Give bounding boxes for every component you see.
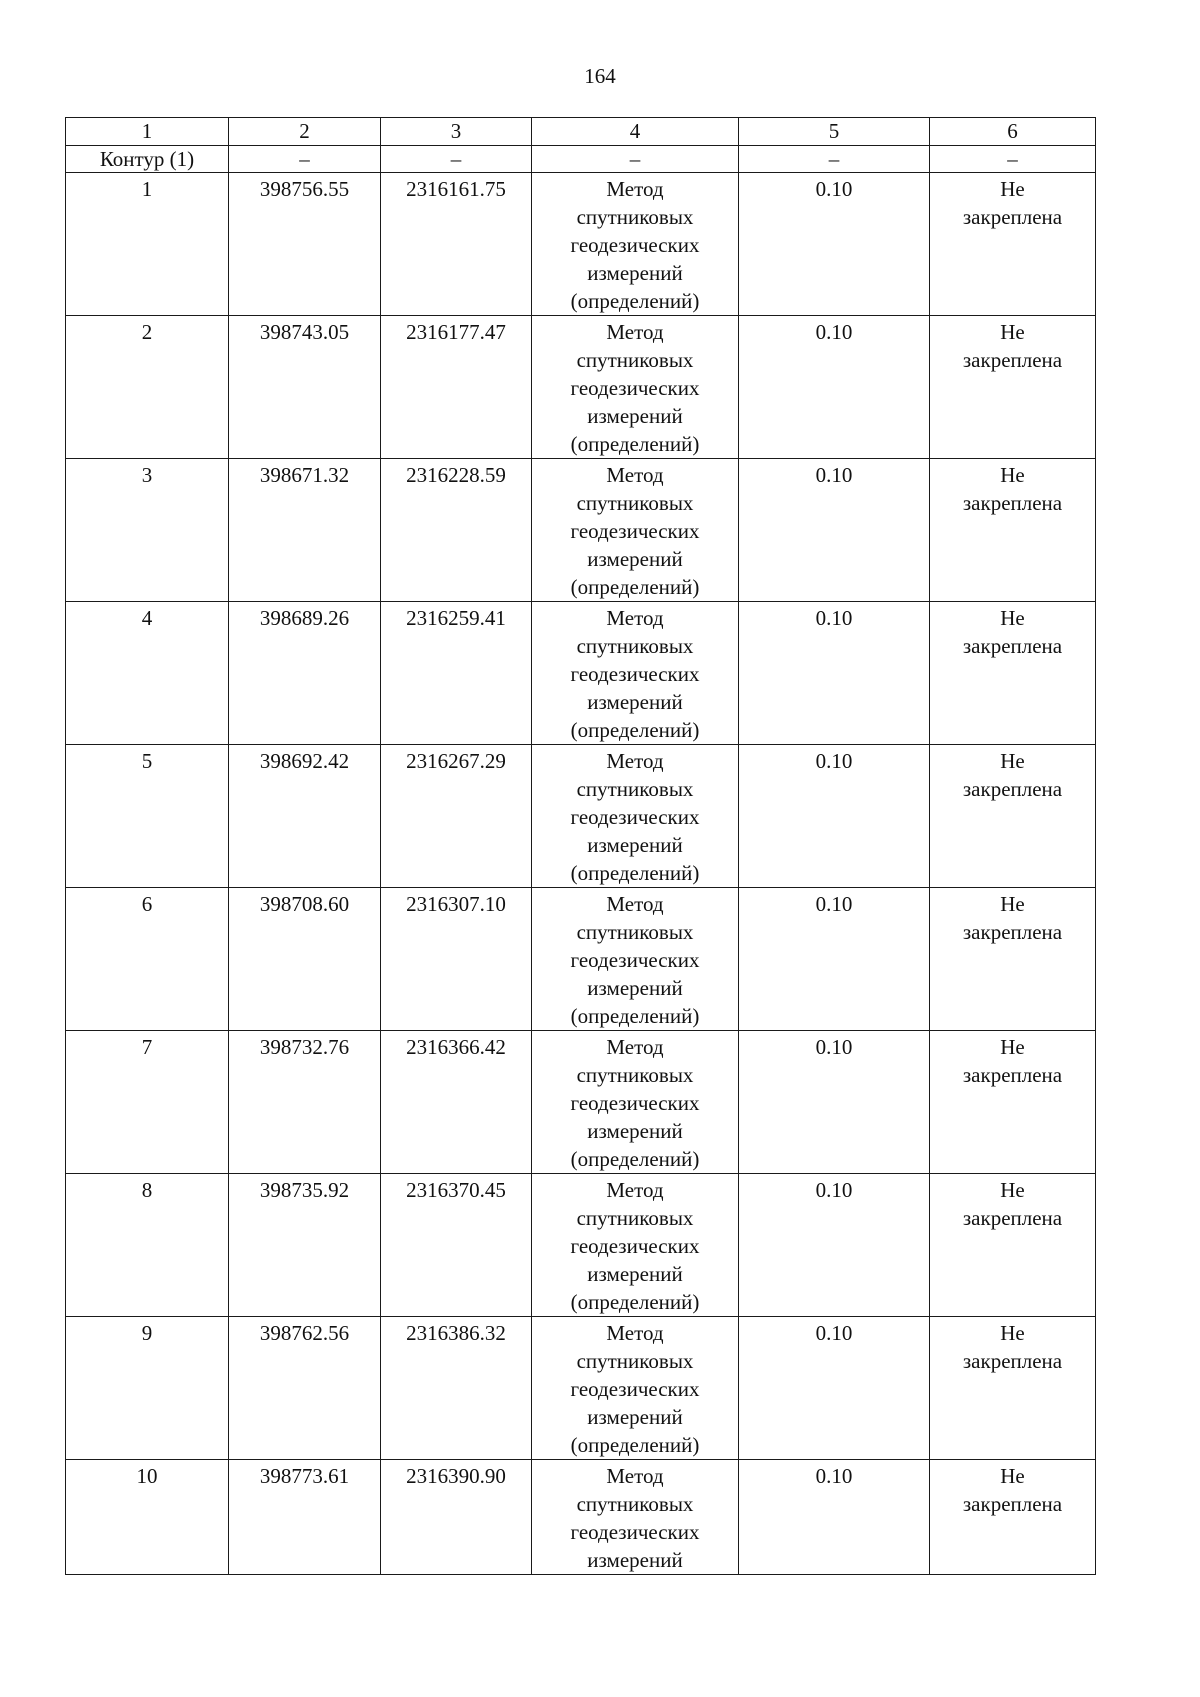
accuracy-cell: 0.10 <box>739 888 930 1031</box>
method-line: измерений <box>587 547 683 571</box>
method-line: (определений) <box>570 861 700 885</box>
method-line: (определений) <box>570 718 700 742</box>
method-line: измерений <box>587 404 683 428</box>
x-coordinate-cell: 398773.61 <box>229 1460 381 1575</box>
method-line: Метод <box>606 1464 664 1488</box>
fixing-line: закреплена <box>962 920 1063 944</box>
fixing-line: закреплена <box>962 1206 1063 1230</box>
fixing-cell <box>930 459 1096 602</box>
column-number-cell: 6 <box>930 118 1096 146</box>
method-line: геодезических <box>570 376 700 400</box>
column-number-cell: 4 <box>532 118 739 146</box>
x-coordinate-cell: 398756.55 <box>229 173 381 316</box>
point-number-cell: 10 <box>66 1460 229 1575</box>
method-line: (определений) <box>570 1290 700 1314</box>
fixing-line: Не <box>1000 177 1025 201</box>
method-line: спутниковых <box>576 1492 694 1516</box>
method-line: измерений <box>587 1262 683 1286</box>
method-line: Метод <box>606 892 664 916</box>
method-line: геодезических <box>570 1234 700 1258</box>
fixing-line: закреплена <box>962 1349 1063 1373</box>
point-number-cell: 1 <box>66 173 229 316</box>
method-line: геодезических <box>570 1091 700 1115</box>
method-cell <box>532 173 739 316</box>
y-coordinate-cell: 2316228.59 <box>381 459 532 602</box>
coordinates-table <box>65 117 1096 1575</box>
method-line: измерений <box>587 1548 683 1572</box>
method-line: Метод <box>606 320 664 344</box>
method-line: геодезических <box>570 233 700 257</box>
x-coordinate-cell: 398708.60 <box>229 888 381 1031</box>
method-line: измерений <box>587 976 683 1000</box>
method-line: Метод <box>606 606 664 630</box>
point-number-cell: 7 <box>66 1031 229 1174</box>
table-row <box>66 1317 1096 1460</box>
method-line: (определений) <box>570 1147 700 1171</box>
y-coordinate-cell: 2316390.90 <box>381 1460 532 1575</box>
method-line: спутниковых <box>576 1063 694 1087</box>
x-coordinate-cell: 398732.76 <box>229 1031 381 1174</box>
method-line: (определений) <box>570 1433 700 1457</box>
method-line: геодезических <box>570 1520 700 1544</box>
fixing-line: Не <box>1000 606 1025 630</box>
accuracy-cell: 0.10 <box>739 1317 930 1460</box>
method-line: геодезических <box>570 948 700 972</box>
method-cell <box>532 1031 739 1174</box>
x-coordinate-cell: 398689.26 <box>229 602 381 745</box>
y-coordinate-cell: 2316386.32 <box>381 1317 532 1460</box>
method-cell <box>532 316 739 459</box>
fixing-cell <box>930 602 1096 745</box>
method-cell <box>532 459 739 602</box>
method-line: геодезических <box>570 519 700 543</box>
fixing-line: Не <box>1000 892 1025 916</box>
x-coordinate-cell: 398762.56 <box>229 1317 381 1460</box>
coordinates-table-wrapper <box>65 117 1095 1575</box>
table-row <box>66 173 1096 316</box>
method-line: спутниковых <box>576 205 694 229</box>
column-number-cell: 1 <box>66 118 229 146</box>
method-cell <box>532 745 739 888</box>
y-coordinate-cell: 2316259.41 <box>381 602 532 745</box>
fixing-line: Не <box>1000 1464 1025 1488</box>
y-coordinate-cell: 2316161.75 <box>381 173 532 316</box>
method-line: спутниковых <box>576 491 694 515</box>
method-line: (определений) <box>570 1004 700 1028</box>
table-row <box>66 888 1096 1031</box>
method-line: спутниковых <box>576 920 694 944</box>
fixing-line: Не <box>1000 463 1025 487</box>
method-line: спутниковых <box>576 777 694 801</box>
column-number-cell: 3 <box>381 118 532 146</box>
table-row <box>66 1174 1096 1317</box>
method-line: геодезических <box>570 1377 700 1401</box>
contour-row <box>66 146 1096 173</box>
fixing-line: Не <box>1000 1321 1025 1345</box>
accuracy-cell: 0.10 <box>739 745 930 888</box>
method-line: спутниковых <box>576 1206 694 1230</box>
x-coordinate-cell: 398735.92 <box>229 1174 381 1317</box>
y-coordinate-cell: 2316370.45 <box>381 1174 532 1317</box>
page-number: 164 <box>584 64 616 88</box>
method-line: спутниковых <box>576 634 694 658</box>
method-cell <box>532 1174 739 1317</box>
method-cell <box>532 1317 739 1460</box>
fixing-line: Не <box>1000 749 1025 773</box>
accuracy-cell: 0.10 <box>739 602 930 745</box>
method-line: геодезических <box>570 805 700 829</box>
point-number-cell: 6 <box>66 888 229 1031</box>
column-number-cell: 5 <box>739 118 930 146</box>
accuracy-cell: 0.10 <box>739 459 930 602</box>
contour-dash: – <box>229 146 381 173</box>
fixing-line: закреплена <box>962 205 1063 229</box>
x-coordinate-cell: 398692.42 <box>229 745 381 888</box>
contour-dash: – <box>381 146 532 173</box>
method-line: спутниковых <box>576 348 694 372</box>
fixing-line: закреплена <box>962 348 1063 372</box>
method-cell <box>532 1460 739 1575</box>
y-coordinate-cell: 2316366.42 <box>381 1031 532 1174</box>
method-line: спутниковых <box>576 1349 694 1373</box>
fixing-line: Не <box>1000 1178 1025 1202</box>
accuracy-cell: 0.10 <box>739 1174 930 1317</box>
table-row <box>66 459 1096 602</box>
method-line: Метод <box>606 749 664 773</box>
fixing-cell <box>930 1031 1096 1174</box>
contour-dash: – <box>532 146 739 173</box>
table-row <box>66 316 1096 459</box>
fixing-line: закреплена <box>962 634 1063 658</box>
accuracy-cell: 0.10 <box>739 1460 930 1575</box>
x-coordinate-cell: 398743.05 <box>229 316 381 459</box>
method-line: Метод <box>606 1035 664 1059</box>
fixing-cell <box>930 1460 1096 1575</box>
y-coordinate-cell: 2316307.10 <box>381 888 532 1031</box>
accuracy-cell: 0.10 <box>739 173 930 316</box>
table-body <box>66 118 1096 1575</box>
fixing-line: закреплена <box>962 777 1063 801</box>
fixing-cell <box>930 888 1096 1031</box>
method-line: геодезических <box>570 662 700 686</box>
x-coordinate-cell: 398671.32 <box>229 459 381 602</box>
point-number-cell: 3 <box>66 459 229 602</box>
fixing-line: закреплена <box>962 1492 1063 1516</box>
accuracy-cell: 0.10 <box>739 316 930 459</box>
fixing-line: закреплена <box>962 1063 1063 1087</box>
accuracy-cell: 0.10 <box>739 1031 930 1174</box>
column-number-cell: 2 <box>229 118 381 146</box>
point-number-cell: 5 <box>66 745 229 888</box>
fixing-cell <box>930 1317 1096 1460</box>
point-number-cell: 4 <box>66 602 229 745</box>
method-line: измерений <box>587 1119 683 1143</box>
column-number-row <box>66 118 1096 146</box>
point-number-cell: 2 <box>66 316 229 459</box>
table-row <box>66 1460 1096 1575</box>
method-line: (определений) <box>570 575 700 599</box>
table-row <box>66 1031 1096 1174</box>
contour-dash: – <box>739 146 930 173</box>
table-row <box>66 745 1096 888</box>
fixing-cell <box>930 173 1096 316</box>
fixing-line: Не <box>1000 320 1025 344</box>
fixing-cell <box>930 1174 1096 1317</box>
y-coordinate-cell: 2316267.29 <box>381 745 532 888</box>
table-row <box>66 602 1096 745</box>
contour-label: Контур (1) <box>66 146 229 173</box>
method-line: (определений) <box>570 289 700 313</box>
method-line: Метод <box>606 1321 664 1345</box>
method-line: измерений <box>587 1405 683 1429</box>
fixing-cell <box>930 316 1096 459</box>
point-number-cell: 9 <box>66 1317 229 1460</box>
method-line: измерений <box>587 690 683 714</box>
method-line: Метод <box>606 177 664 201</box>
method-cell <box>532 888 739 1031</box>
method-cell <box>532 602 739 745</box>
fixing-cell <box>930 745 1096 888</box>
method-line: измерений <box>587 261 683 285</box>
method-line: Метод <box>606 1178 664 1202</box>
contour-dash: – <box>930 146 1096 173</box>
method-line: Метод <box>606 463 664 487</box>
method-line: измерений <box>587 833 683 857</box>
point-number-cell: 8 <box>66 1174 229 1317</box>
fixing-line: Не <box>1000 1035 1025 1059</box>
fixing-line: закреплена <box>962 491 1063 515</box>
y-coordinate-cell: 2316177.47 <box>381 316 532 459</box>
method-line: (определений) <box>570 432 700 456</box>
